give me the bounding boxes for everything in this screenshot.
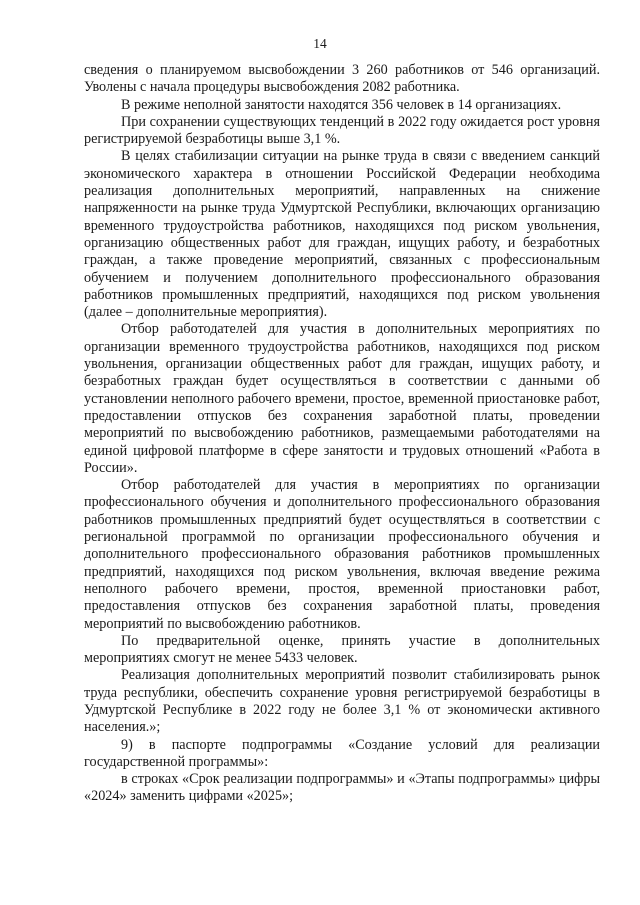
paragraph-stabilization-measures: В целях стабилизации ситуации на рынке труда в связи с введением санкций экономического характера в отношении Российской Федерации необходима реализация дополнительных мероприятий, направленных на снижение напряженности на рынке труда Удмуртской Республики, включающих организацию временного трудоустройства работников, находящихся под риском увольнения, организацию общественных работ для граждан, ищущих работу, и безработных граждан, а также проведение мероприятий, связанных с профессиональным обучением и получением дополнительного профессионального образования работников промышленных предприятий, находящихся под риском увольнения (далее – дополнительные мероприятия). xyxy=(84,148,600,321)
paragraph-unemployment-forecast: При сохранении существующих тенденций в 2022 году ожидается рост уровня регистрируемой безработицы выше 3,1 %. xyxy=(84,113,600,148)
paragraph-part-time: В режиме неполной занятости находятся 356 человек в 14 организациях. xyxy=(121,96,562,113)
paragraph-employer-selection-temporary: Отбор работодателей для участия в дополнительных мероприятиях по организации временного трудоустройства работников, находящихся под риском увольнения, организации общественных работ для граждан, ищущих работу, и безработных граждан будет осуществляться в соответствии с данными об установлении неполного рабочего времени, простое, временной приостановке работ, предоставлении отпусков без сохранения заработной платы, проведении мероприятий по высвобождению работников, размещаемыми работодателями на единой цифровой платформе в сфере занятости и трудовых отношений «Работа в России». xyxy=(84,321,600,476)
paragraph-employer-selection-training: Отбор работодателей для участия в мероприятиях по организации профессионального обучения и дополнительного профессионального образования работников промышленных предприятий будет осуществляться в соответствии с региональной программой по организации профессионального обучения и дополнительного профессионального образования работников промышленных предприятий, находящихся под риском увольнения, включая введение режима неполного рабочего времени, простоя, временной приостановки работ, предоставления отпусков без сохранения заработной платы, проведения мероприятий по высвобождению работников. xyxy=(84,477,600,632)
page-number: 14 xyxy=(313,36,327,51)
paragraph-release-info: сведения о планируемом высвобождении 3 260 работников от 546 организаций. Уволены с начала процедуры высвобождения 2082 работника. xyxy=(84,62,600,96)
paragraph-replace-dates: в строках «Срок реализации подпрограммы» и «Этапы подпрограммы» цифры «2024» заменить цифрами «2025»; xyxy=(84,771,600,805)
document-body xyxy=(84,62,600,806)
paragraph-participation-estimate: По предварительной оценке, принять участие в дополнительных мероприятиях смогут не менее 5433 человек. xyxy=(84,632,600,667)
paragraph-expected-result: Реализация дополнительных мероприятий позволит стабилизировать рынок труда республики, обеспечить сохранение уровня регистрируемой безработицы в Удмуртской Республике в 2022 году не более 3,1 % от экономически активного населения.»; xyxy=(84,667,600,736)
paragraph-item-9: 9) в паспорте подпрограммы «Создание условий для реализации государственной программы»: xyxy=(84,736,600,770)
